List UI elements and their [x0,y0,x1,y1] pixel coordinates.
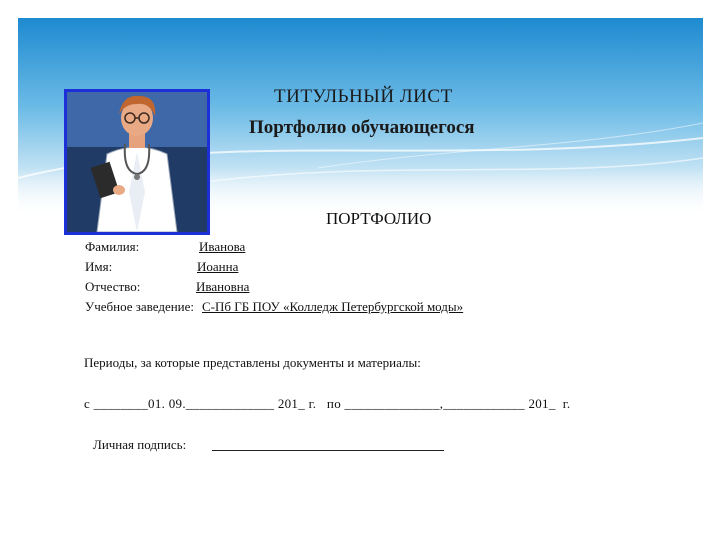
signature-line [212,450,444,451]
doctor-icon [67,92,207,232]
page-title: ТИТУЛЬНЫЙ ЛИСТ [274,86,453,107]
periods-text: Периоды, за которые представлены документы и материалы: [84,355,421,370]
doctor-portrait-image [64,89,210,235]
name-label: Имя: [85,259,113,274]
patronymic-value: Ивановна [196,279,250,294]
dates-line: с ________01. 09._____________ 201_ г. по ______________,____________ 201_ г. [84,396,571,411]
title-page-slide [18,18,703,540]
page-subtitle: Портфолио обучающегося [249,117,475,138]
surname-label: Фамилия: [85,239,140,254]
institution-label: Учебное заведение: [85,299,195,314]
signature-label: Личная подпись: [93,437,187,452]
portfolio-heading: ПОРТФОЛИО [326,209,432,228]
patronymic-label: Отчество: [85,279,141,294]
surname-value: Иванова [199,239,246,254]
institution-value: С-Пб ГБ ПОУ «Колледж Петербургской моды» [202,299,464,314]
name-value: Иоанна [197,259,239,274]
